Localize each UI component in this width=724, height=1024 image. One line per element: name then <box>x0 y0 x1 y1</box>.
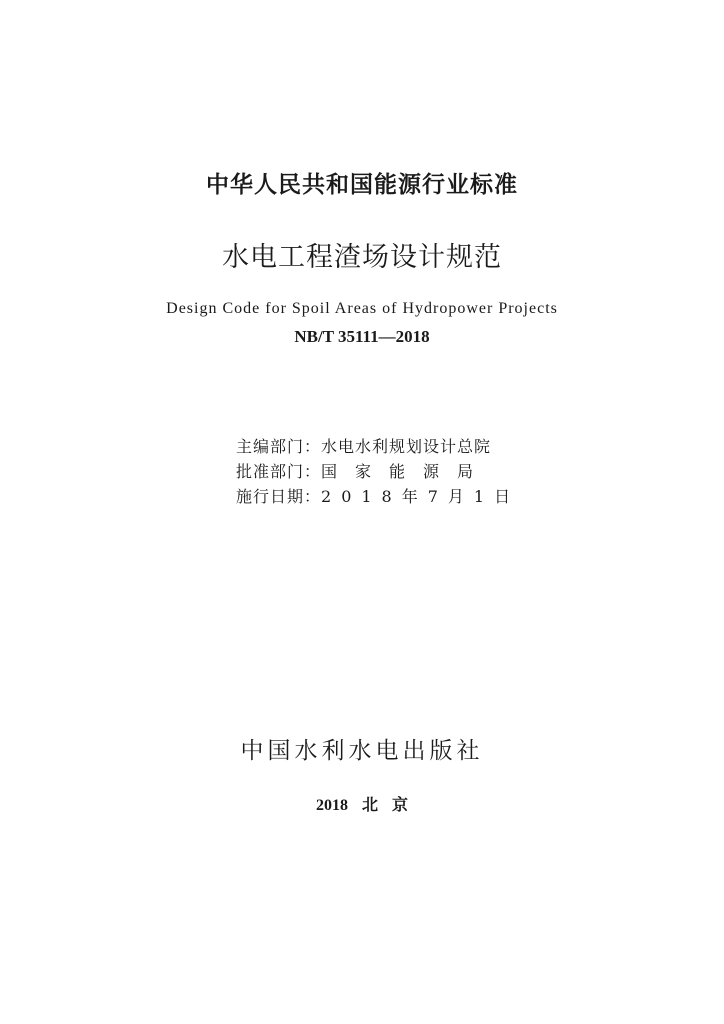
approved-by-label: 批准部门： <box>236 462 322 481</box>
issuance-info <box>236 434 520 509</box>
approved-by-value: 国家能源局 <box>321 462 492 481</box>
compiled-by-row <box>236 434 520 459</box>
approved-by-row <box>236 459 520 484</box>
compiled-by-label: 主编部门： <box>236 437 322 456</box>
standard-category-header: 中华人民共和国能源行业标准 <box>206 172 518 198</box>
document-title-english: Design Code for Spoil Areas of Hydropower Projects <box>166 300 558 317</box>
publisher-name: 中国水利水电出版社 <box>240 738 484 764</box>
publication-year-place: 2018 北 京 <box>315 797 408 814</box>
standard-number: NB/T 35111—2018 <box>294 327 430 346</box>
compiled-by-value: 水电水利规划设计总院 <box>321 437 492 456</box>
document-title-chinese: 水电工程渣场设计规范 <box>222 242 502 273</box>
effective-date-value: 2018年7月1日 <box>321 487 521 506</box>
effective-date-row <box>236 484 520 509</box>
effective-date-label: 施行日期： <box>236 487 322 506</box>
